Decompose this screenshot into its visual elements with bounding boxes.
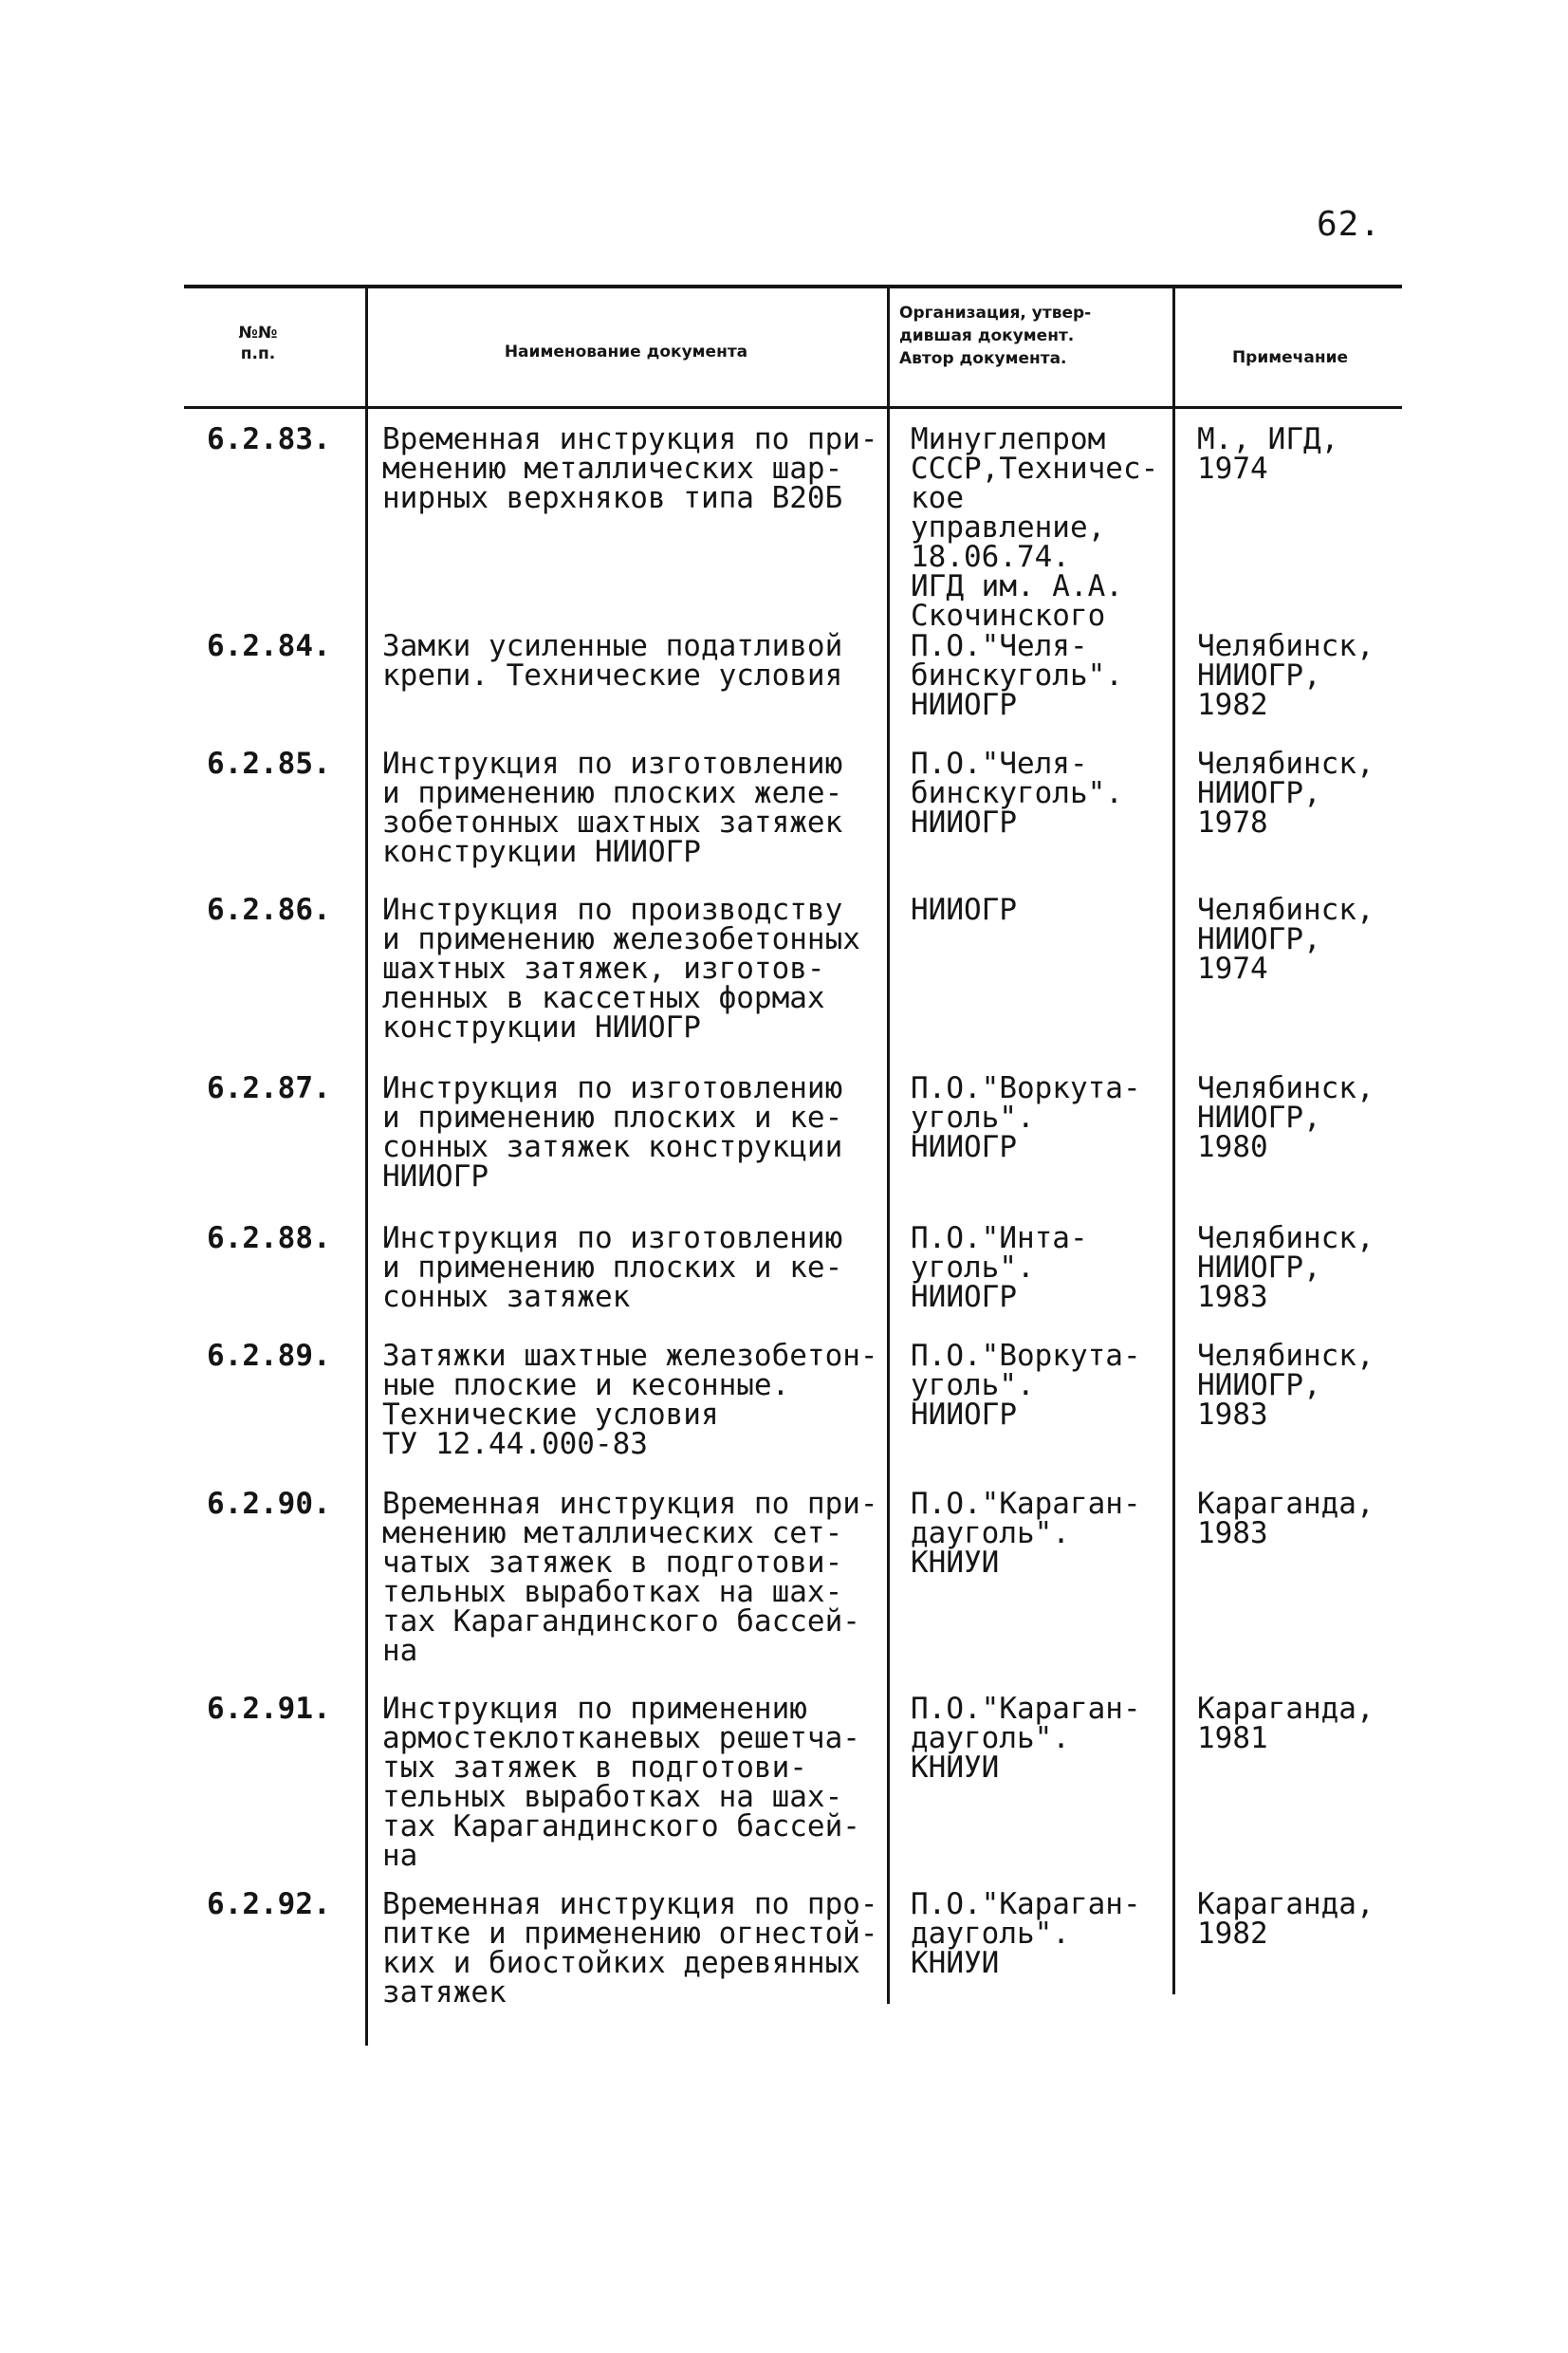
row-organization: П.О."Караган- дауголь". КНИУИ	[911, 1692, 1141, 1785]
row-note: Челябинск, НИИОГР, 1978	[1197, 747, 1374, 840]
row-note: Челябинск, НИИОГР, 1983	[1197, 1221, 1374, 1314]
row-organization: П.О."Инта- уголь". НИИОГР	[911, 1221, 1088, 1314]
row-number: 6.2.85.	[207, 747, 331, 781]
row-number: 6.2.86.	[207, 893, 331, 927]
row-document-name: Временная инструкция по про- питке и применению огнестой- ких и биостойких деревянных затяжек	[382, 1887, 878, 2010]
row-document-name: Инструкция по изготовлению и применению плоских и ке- сонных затяжек	[382, 1221, 843, 1314]
row-note: М., ИГД, 1974	[1197, 422, 1339, 486]
row-document-name: Временная инструкция по при- менению металлических шар- нирных верхняков типа В20Б	[382, 422, 878, 515]
row-note: Челябинск, НИИОГР, 1982	[1197, 629, 1374, 722]
row-number: 6.2.88.	[207, 1221, 331, 1255]
row-document-name: Инструкция по производству и применению железобетонных шахтных затяжек, изготов- ленных в кассетных формах конструкции НИИОГР	[382, 893, 860, 1045]
column-divider-1	[365, 285, 368, 2046]
row-document-name: Затяжки шахтные железобетон- ные плоские и кесонные. Технические условия ТУ 12.44.000-83	[382, 1339, 878, 1461]
header-note: Примечание	[1231, 348, 1349, 367]
row-document-name: Замки усиленные податливой крепи. Технические условия	[382, 629, 843, 693]
row-organization: П.О."Воркута- уголь". НИИОГР	[911, 1071, 1141, 1164]
header-organization: Организация, утвер- дившая документ. Автор документа.	[899, 304, 1092, 368]
row-document-name: Инструкция по применению армостеклотканевых решетча- тых затяжек в подготови- тельных выработках на шах- тах Карагандинского бассей- на	[382, 1692, 860, 1873]
row-number: 6.2.89.	[207, 1339, 331, 1373]
row-note: Челябинск, НИИОГР, 1980	[1197, 1071, 1374, 1164]
row-organization: П.О."Челя- бинскуголь". НИИОГР	[911, 747, 1123, 840]
row-organization: Минуглепром СССР,Техничес- кое управление, 18.06.74. ИГД им. А.А. Скочинского	[911, 422, 1159, 633]
row-organization: НИИОГР	[911, 893, 1017, 927]
row-note: Караганда, 1981	[1197, 1692, 1374, 1755]
row-number: 6.2.91.	[207, 1692, 331, 1726]
header-document-name: Наименование документа	[504, 343, 748, 361]
column-divider-3	[1172, 285, 1175, 1994]
header-number: №№ п.п.	[238, 324, 278, 363]
row-organization: П.О."Воркута- уголь". НИИОГР	[911, 1339, 1141, 1432]
row-organization: П.О."Караган- дауголь". КНИУИ	[911, 1887, 1141, 1980]
row-number: 6.2.87.	[207, 1071, 331, 1105]
row-organization: П.О."Челя- бинскуголь". НИИОГР	[911, 629, 1123, 722]
row-document-name: Инструкция по изготовлению и применению плоских и ке- сонных затяжек конструкции НИИОГР	[382, 1071, 843, 1194]
row-note: Караганда, 1982	[1197, 1887, 1374, 1951]
row-document-name: Временная инструкция по при- менению металлических сет- чатых затяжек в подготови- тельных выработках на шах- тах Карагандинского бассей- на	[382, 1487, 878, 1668]
row-number: 6.2.83.	[207, 422, 331, 456]
row-note: Челябинск, НИИОГР, 1983	[1197, 1339, 1374, 1432]
row-number: 6.2.92.	[207, 1887, 331, 1921]
page-number: 62.	[1317, 205, 1382, 244]
row-organization: П.О."Караган- дауголь". КНИУИ	[911, 1487, 1141, 1580]
row-number: 6.2.84.	[207, 629, 331, 663]
row-note: Челябинск, НИИОГР, 1974	[1197, 893, 1374, 986]
row-document-name: Инструкция по изготовлению и применению плоских желе- зобетонных шахтных затяжек конструкции НИИОГР	[382, 747, 843, 869]
row-note: Караганда, 1983	[1197, 1487, 1374, 1550]
row-number: 6.2.90.	[207, 1487, 331, 1521]
